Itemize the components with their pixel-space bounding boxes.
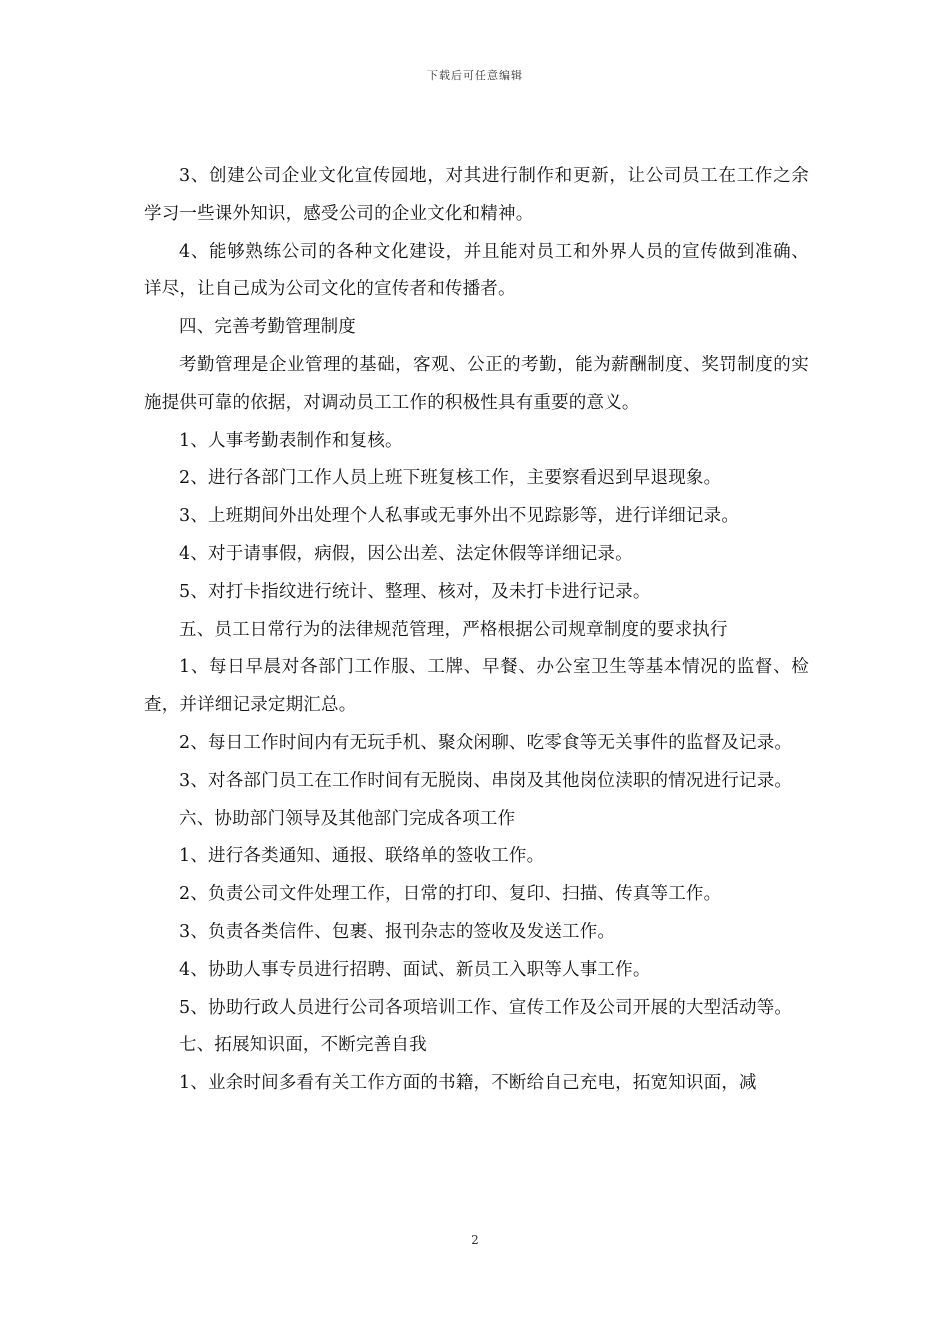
document-body <box>144 158 809 1103</box>
list-item: 5、对打卡指纹进行统计、整理、核对，及未打卡进行记录。 <box>179 581 651 602</box>
paragraph: 4、能够熟练公司的各种文化建设，并且能对员工和外界人员的宣传做到准确、详尽，让自己成为公司文化的宣传者和传播者。 <box>144 241 809 300</box>
page-number: 2 <box>471 1233 479 1247</box>
section-heading: 五、员工日常行为的法律规范管理，严格根据公司规章制度的要求执行 <box>179 619 728 640</box>
section-heading: 四、完善考勤管理制度 <box>179 317 356 338</box>
header-note: 下载后可任意编辑 <box>427 69 523 82</box>
list-item: 3、上班期间外出处理个人私事或无事外出不见踪影等，进行详细记录。 <box>179 506 740 527</box>
section-heading: 六、协助部门领导及其他部门完成各项工作 <box>179 808 516 829</box>
list-item: 2、负责公司文件处理工作，日常的打印、复印、扫描、传真等工作。 <box>179 884 722 905</box>
paragraph: 3、创建公司企业文化宣传园地，对其进行制作和更新，让公司员工在工作之余学习一些课外知识，感受公司的企业文化和精神。 <box>144 166 809 224</box>
list-item: 4、协助人事专员进行招聘、面试、新员工入职等人事工作。 <box>179 959 651 980</box>
list-item: 2、进行各部门工作人员上班下班复核工作，主要察看迟到早退现象。 <box>179 468 722 489</box>
paragraph: 考勤管理是企业管理的基础，客观、公正的考勤，能为薪酬制度、奖罚制度的实施提供可靠的依据，对调动员工工作的积极性具有重要的意义。 <box>144 354 809 413</box>
list-item: 1、人事考勤表制作和复核。 <box>179 430 403 451</box>
list-item: 1、每日早晨对各部门工作服、工牌、早餐、办公室卫生等基本情况的监督、检查，并详细记录定期汇总。 <box>144 657 809 716</box>
section-heading: 七、拓展知识面，不断完善自我 <box>179 1035 427 1056</box>
list-item: 2、每日工作时间内有无玩手机、聚众闲聊、吃零食等无关事件的监督及记录。 <box>179 732 793 753</box>
list-item: 1、进行各类通知、通报、联络单的签收工作。 <box>179 846 545 867</box>
list-item: 4、对于请事假，病假，因公出差、法定休假等详细记录。 <box>179 543 633 564</box>
list-item: 3、负责各类信件、包裹、报刊杂志的签收及发送工作。 <box>179 921 616 942</box>
list-item: 1、业余时间多看有关工作方面的书籍，不断给自己充电，拓宽知识面，减 <box>179 1073 757 1094</box>
list-item: 3、对各部门员工在工作时间有无脱岗、串岗及其他岗位渎职的情况进行记录。 <box>179 770 793 791</box>
list-item: 5、协助行政人员进行公司各项培训工作、宣传工作及公司开展的大型活动等。 <box>179 997 793 1018</box>
